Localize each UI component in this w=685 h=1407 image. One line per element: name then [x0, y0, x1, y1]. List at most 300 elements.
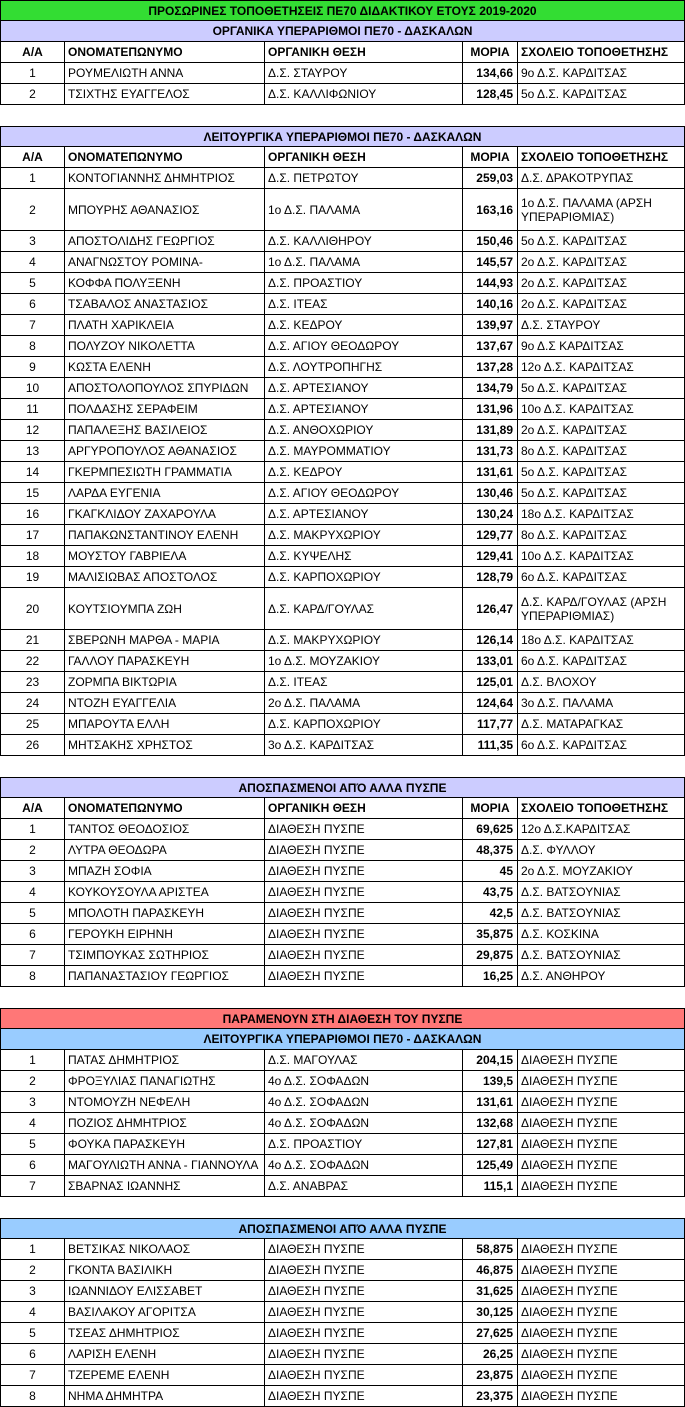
organic-position: ΔΙΑΘΕΣΗ ΠΥΣΠΕ: [265, 1386, 463, 1407]
col-organic-position: ΟΡΓΑΝΙΚΗ ΘΕΣΗ: [265, 42, 463, 63]
points: 204,15: [463, 1050, 518, 1071]
placement-school: ΔΙΑΘΕΣΗ ΠΥΣΠΕ: [518, 1323, 685, 1344]
row-number: 1: [0, 1050, 65, 1071]
organic-position: Δ.Σ. ΚΥΨΕΛΗΣ: [265, 546, 463, 567]
sheet-title: ΠΡΟΣΩΡΙΝΕΣ ΤΟΠΟΘΕΤΗΣΕΙΣ ΠΕ70 ΔΙΔΑΚΤΙΚΟΥ ΕΤΟΥΣ 2019-2020: [0, 0, 685, 21]
row-number: 22: [0, 651, 65, 672]
points: 130,46: [463, 483, 518, 504]
row-number: 5: [0, 273, 65, 294]
placement-school: ΔΙΑΘΕΣΗ ΠΥΣΠΕ: [518, 1113, 685, 1134]
placement-school: 1ο Δ.Σ. ΠΑΛΑΜΑ (ΑΡΣΗ ΥΠΕΡΑΡΙΘΜΙΑΣ): [518, 189, 685, 231]
placement-school: 6ο Δ.Σ. ΚΑΡΔΙΤΣΑΣ: [518, 567, 685, 588]
organic-position: Δ.Σ. ΙΤΕΑΣ: [265, 672, 463, 693]
row-number: 21: [0, 630, 65, 651]
column-header-row: [0, 147, 685, 168]
placement-school: ΔΙΑΘΕΣΗ ΠΥΣΠΕ: [518, 1344, 685, 1365]
points: 126,14: [463, 630, 518, 651]
points: 130,24: [463, 504, 518, 525]
points: 145,57: [463, 252, 518, 273]
row-number: 1: [0, 168, 65, 189]
table-row: [0, 504, 685, 525]
table-row: [0, 1092, 685, 1113]
points: 134,79: [463, 378, 518, 399]
organic-position: ΔΙΑΘΕΣΗ ΠΥΣΠΕ: [265, 1239, 463, 1260]
placement-school: Δ.Σ. ΒΑΤΣΟΥΝΙΑΣ: [518, 882, 685, 903]
teacher-name: ΛΑΡΔΑ ΕΥΓΕΝΙΑ: [65, 483, 265, 504]
spacer-row: [0, 756, 685, 777]
organic-position: ΔΙΑΘΕΣΗ ΠΥΣΠΕ: [265, 861, 463, 882]
placement-school: 10ο Δ.Σ. ΚΑΡΔΙΤΣΑΣ: [518, 399, 685, 420]
points: 129,41: [463, 546, 518, 567]
organic-position: Δ.Σ. ΚΑΡΠΟΧΩΡΙΟΥ: [265, 714, 463, 735]
row-number: 6: [0, 1155, 65, 1176]
organic-position: ΔΙΑΘΕΣΗ ΠΥΣΠΕ: [265, 903, 463, 924]
section-rows: [0, 63, 685, 105]
points: 115,1: [463, 1176, 518, 1197]
organic-position: Δ.Σ. ΚΑΛΛΙΦΩΝΙΟΥ: [265, 84, 463, 105]
points: 125,49: [463, 1155, 518, 1176]
points: 150,46: [463, 231, 518, 252]
teacher-name: ΤΣΕΑΣ ΔΗΜΗΤΡΙΟΣ: [65, 1323, 265, 1344]
organic-position: ΔΙΑΘΕΣΗ ΠΥΣΠΕ: [265, 1323, 463, 1344]
points: 127,81: [463, 1134, 518, 1155]
points: 23,375: [463, 1386, 518, 1407]
organic-position: Δ.Σ. ΚΑΡΔ/ΓΟΥΛΑΣ: [265, 588, 463, 630]
section-rows: [0, 1239, 685, 1407]
points: 128,79: [463, 567, 518, 588]
organic-position: Δ.Σ. ΠΕΤΡΩΤΟΥ: [265, 168, 463, 189]
points: 163,16: [463, 189, 518, 231]
table-row: [0, 882, 685, 903]
remaining-supertitle: ΠΑΡΑΜΕΝΟΥΝ ΣΤΗ ΔΙΑΘΕΣΗ ΤΟΥ ΠΥΣΠΕ: [0, 1008, 685, 1029]
placement-school: 5ο Δ.Σ. ΚΑΡΔΙΤΣΑΣ: [518, 462, 685, 483]
table-row: [0, 273, 685, 294]
table-row: [0, 294, 685, 315]
points: 131,61: [463, 462, 518, 483]
placement-school: ΔΙΑΘΕΣΗ ΠΥΣΠΕ: [518, 1134, 685, 1155]
organic-position: Δ.Σ. ΑΝΘΟΧΩΡΙΟΥ: [265, 420, 463, 441]
col-points: ΜΟΡΙΑ: [463, 42, 518, 63]
placement-school: 2ο Δ.Σ. ΚΑΡΔΙΤΣΑΣ: [518, 273, 685, 294]
column-header-row: [0, 42, 685, 63]
organic-position: 4ο Δ.Σ. ΣΟΦΑΔΩΝ: [265, 1155, 463, 1176]
section-heading: ΟΡΓΑΝΙΚΑ ΥΠΕΡΑΡΙΘΜΟΙ ΠΕ70 - ΔΑΣΚΑΛΩΝ: [0, 21, 685, 42]
col-name: ΟΝΟΜΑΤΕΠΩΝΥΜΟ: [65, 798, 265, 819]
table-row: [0, 1155, 685, 1176]
placement-school: ΔΙΑΘΕΣΗ ΠΥΣΠΕ: [518, 1050, 685, 1071]
teacher-name: ΑΝΑΓΝΩΣΤΟΥ ΡΟΜΙΝΑ-: [65, 252, 265, 273]
teacher-name: ΓΚΟΝΤΑ ΒΑΣΙΛΙΚΗ: [65, 1260, 265, 1281]
col-placement-school: ΣΧΟΛΕΙΟ ΤΟΠΟΘΕΤΗΣΗΣ: [518, 798, 685, 819]
teacher-name: ΚΩΣΤΑ ΕΛΕΝΗ: [65, 357, 265, 378]
placement-school: ΔΙΑΘΕΣΗ ΠΥΣΠΕ: [518, 1176, 685, 1197]
row-number: 2: [0, 1071, 65, 1092]
teacher-name: ΜΟΥΣΤΟΥ ΓΑΒΡΙΕΛΑ: [65, 546, 265, 567]
organic-position: Δ.Σ. ΚΕΔΡΟΥ: [265, 462, 463, 483]
placement-school: 18ο Δ.Σ. ΚΑΡΔΙΤΣΑΣ: [518, 504, 685, 525]
organic-position: Δ.Σ. ΑΡΤΕΣΙΑΝΟΥ: [265, 504, 463, 525]
placement-school: ΔΙΑΘΕΣΗ ΠΥΣΠΕ: [518, 1155, 685, 1176]
table-row: [0, 63, 685, 84]
teacher-name: ΠΟΛΥΖΟΥ ΝΙΚΟΛΕΤΤΑ: [65, 336, 265, 357]
row-number: 6: [0, 1344, 65, 1365]
placement-school: Δ.Σ. ΒΑΤΣΟΥΝΙΑΣ: [518, 903, 685, 924]
table-row: [0, 819, 685, 840]
placement-school: Δ.Σ. ΑΝΘΗΡΟΥ: [518, 966, 685, 987]
teacher-name: ΜΠΟΥΡΗΣ ΑΘΑΝΑΣΙΟΣ: [65, 189, 265, 231]
organic-position: Δ.Σ. ΑΡΤΕΣΙΑΝΟΥ: [265, 378, 463, 399]
placement-school: 5ο Δ.Σ. ΚΑΡΔΙΤΣΑΣ: [518, 483, 685, 504]
teacher-name: ΤΣΑΒΑΛΟΣ ΑΝΑΣΤΑΣΙΟΣ: [65, 294, 265, 315]
teacher-name: ΚΟΥΚΟΥΣΟΥΛΑ ΑΡΙΣΤΕΑ: [65, 882, 265, 903]
placement-school: Δ.Σ. ΣΤΑΥΡΟΥ: [518, 315, 685, 336]
row-number: 10: [0, 378, 65, 399]
placement-school: ΔΙΑΘΕΣΗ ΠΥΣΠΕ: [518, 1281, 685, 1302]
spacer-row: [0, 987, 685, 1008]
teacher-name: ΠΑΠΑΝΑΣΤΑΣΙΟΥ ΓΕΩΡΓΙΟΣ: [65, 966, 265, 987]
table-row: [0, 903, 685, 924]
row-number: 24: [0, 693, 65, 714]
col-aa: Α/Α: [0, 147, 65, 168]
col-placement-school: ΣΧΟΛΕΙΟ ΤΟΠΟΘΕΤΗΣΗΣ: [518, 147, 685, 168]
points: 16,25: [463, 966, 518, 987]
row-number: 3: [0, 1092, 65, 1113]
row-number: 13: [0, 441, 65, 462]
points: 111,35: [463, 735, 518, 756]
placement-school: ΔΙΑΘΕΣΗ ΠΥΣΠΕ: [518, 1260, 685, 1281]
placement-school: Δ.Σ. ΔΡΑΚΟΤΡΥΠΑΣ: [518, 168, 685, 189]
row-number: 4: [0, 1113, 65, 1134]
row-number: 17: [0, 525, 65, 546]
organic-position: Δ.Σ. ΣΤΑΥΡΟΥ: [265, 63, 463, 84]
placement-school: ΔΙΑΘΕΣΗ ΠΥΣΠΕ: [518, 1071, 685, 1092]
teacher-name: ΚΟΝΤΟΓΙΑΝΝΗΣ ΔΗΜΗΤΡΙΟΣ: [65, 168, 265, 189]
table-row: [0, 1071, 685, 1092]
teacher-name: ΑΡΓΥΡΟΠΟΥΛΟΣ ΑΘΑΝΑΣΙΟΣ: [65, 441, 265, 462]
points: 133,01: [463, 651, 518, 672]
row-number: 6: [0, 294, 65, 315]
table-row: [0, 714, 685, 735]
row-number: 1: [0, 63, 65, 84]
teacher-name: ΦΡΟΞΥΛΙΑΣ ΠΑΝΑΓΙΩΤΗΣ: [65, 1071, 265, 1092]
organic-position: 1ο Δ.Σ. ΠΑΛΑΜΑ: [265, 252, 463, 273]
table-row: [0, 336, 685, 357]
placement-school: 5ο Δ.Σ. ΚΑΡΔΙΤΣΑΣ: [518, 84, 685, 105]
teacher-name: ΚΟΥΤΣΙΟΥΜΠΑ ΖΩΗ: [65, 588, 265, 630]
row-number: 6: [0, 924, 65, 945]
row-number: 19: [0, 567, 65, 588]
row-number: 8: [0, 966, 65, 987]
row-number: 4: [0, 1302, 65, 1323]
organic-position: Δ.Σ. ΠΡΟΑΣΤΙΟΥ: [265, 1134, 463, 1155]
placement-school: 6ο Δ.Σ. ΚΑΡΔΙΤΣΑΣ: [518, 651, 685, 672]
col-aa: Α/Α: [0, 798, 65, 819]
table-row: [0, 1365, 685, 1386]
placement-school: Δ.Σ. ΦΥΛΛΟΥ: [518, 840, 685, 861]
table-row: [0, 588, 685, 630]
teacher-name: ΜΠΑΡΟΥΤΑ ΕΛΛΗ: [65, 714, 265, 735]
points: 132,68: [463, 1113, 518, 1134]
row-number: 16: [0, 504, 65, 525]
table-row: [0, 1260, 685, 1281]
table-row: [0, 168, 685, 189]
table-row: [0, 840, 685, 861]
teacher-name: ΠΟΛΔΑΣΗΣ ΣΕΡΑΦΕΙΜ: [65, 399, 265, 420]
points: 126,47: [463, 588, 518, 630]
table-row: [0, 399, 685, 420]
row-number: 3: [0, 231, 65, 252]
row-number: 18: [0, 546, 65, 567]
placement-school: ΔΙΑΘΕΣΗ ΠΥΣΠΕ: [518, 1239, 685, 1260]
row-number: 23: [0, 672, 65, 693]
organic-position: ΔΙΑΘΕΣΗ ΠΥΣΠΕ: [265, 1302, 463, 1323]
teacher-name: ΝΤΟΜΟΥΖΗ ΝΕΦΕΛΗ: [65, 1092, 265, 1113]
section-heading: ΛΕΙΤΟΥΡΓΙΚΑ ΥΠΕΡΑΡΙΘΜΟΙ ΠΕ70 - ΔΑΣΚΑΛΩΝ: [0, 1029, 685, 1050]
placement-school: 9ο Δ.Σ ΚΑΡΔΙΤΣΑΣ: [518, 336, 685, 357]
table-row: [0, 567, 685, 588]
placement-school: 2ο Δ.Σ. ΚΑΡΔΙΤΣΑΣ: [518, 252, 685, 273]
teacher-name: ΙΩΑΝΝΙΔΟΥ ΕΛΙΣΣΑΒΕΤ: [65, 1281, 265, 1302]
table-row: [0, 252, 685, 273]
table-row: [0, 546, 685, 567]
points: 131,96: [463, 399, 518, 420]
teacher-name: ΣΒΑΡΝΑΣ ΙΩΑΝΝΗΣ: [65, 1176, 265, 1197]
table-row: [0, 1113, 685, 1134]
section-rows: [0, 168, 685, 756]
table-row: [0, 1302, 685, 1323]
teacher-name: ΤΑΝΤΟΣ ΘΕΟΔΟΣΙΟΣ: [65, 819, 265, 840]
table-row: [0, 84, 685, 105]
organic-position: 2ο Δ.Σ. ΠΑΛΑΜΑ: [265, 693, 463, 714]
points: 43,75: [463, 882, 518, 903]
organic-position: ΔΙΑΘΕΣΗ ΠΥΣΠΕ: [265, 966, 463, 987]
teacher-name: ΠΟΖΙΟΣ ΔΗΜΗΤΡΙΟΣ: [65, 1113, 265, 1134]
placement-school: 10ο Δ.Σ. ΚΑΡΔΙΤΣΑΣ: [518, 546, 685, 567]
organic-position: Δ.Σ. ΚΑΛΛΙΘΗΡΟΥ: [265, 231, 463, 252]
organic-position: Δ.Σ. ΜΑΓΟΥΛΑΣ: [265, 1050, 463, 1071]
placement-school: ΔΙΑΘΕΣΗ ΠΥΣΠΕ: [518, 1302, 685, 1323]
row-number: 5: [0, 1134, 65, 1155]
organic-position: 4ο Δ.Σ. ΣΟΦΑΔΩΝ: [265, 1092, 463, 1113]
table-row: [0, 945, 685, 966]
placement-school: Δ.Σ. ΒΛΟΧΟΥ: [518, 672, 685, 693]
organic-position: 1ο Δ.Σ. ΜΟΥΖΑΚΙΟΥ: [265, 651, 463, 672]
organic-position: 4ο Δ.Σ. ΣΟΦΑΔΩΝ: [265, 1071, 463, 1092]
points: 23,875: [463, 1365, 518, 1386]
points: 45: [463, 861, 518, 882]
teacher-name: ΜΗΤΣΑΚΗΣ ΧΡΗΣΤΟΣ: [65, 735, 265, 756]
organic-position: Δ.Σ. ΚΕΔΡΟΥ: [265, 315, 463, 336]
row-number: 8: [0, 1386, 65, 1407]
placement-school: 12ο Δ.Σ. ΚΑΡΔΙΤΣΑΣ: [518, 357, 685, 378]
points: 117,77: [463, 714, 518, 735]
row-number: 2: [0, 840, 65, 861]
placement-school: 9ο Δ.Σ. ΚΑΡΔΙΤΣΑΣ: [518, 63, 685, 84]
table-row: [0, 441, 685, 462]
placement-school: Δ.Σ. ΚΟΣΚΙΝΑ: [518, 924, 685, 945]
table-row: [0, 1281, 685, 1302]
organic-position: ΔΙΑΘΕΣΗ ΠΥΣΠΕ: [265, 1281, 463, 1302]
teacher-name: ΤΖΕΡΕΜΕ ΕΛΕΝΗ: [65, 1365, 265, 1386]
organic-position: Δ.Σ. ΑΓΙΟΥ ΘΕΟΔΩΡΟΥ: [265, 483, 463, 504]
points: 26,25: [463, 1344, 518, 1365]
organic-position: ΔΙΑΘΕΣΗ ΠΥΣΠΕ: [265, 924, 463, 945]
teacher-name: ΜΠΟΛΟΤΗ ΠΑΡΑΣΚΕΥΗ: [65, 903, 265, 924]
table-row: [0, 231, 685, 252]
teacher-name: ΛΑΡΙΣΗ ΕΛΕΝΗ: [65, 1344, 265, 1365]
table-row: [0, 1344, 685, 1365]
spacer-row: [0, 1197, 685, 1218]
section-heading: ΑΠΟΣΠΑΣΜΕΝΟΙ ΑΠΌ ΑΛΛΑ ΠΥΣΠΕ: [0, 777, 685, 798]
row-number: 14: [0, 462, 65, 483]
row-number: 7: [0, 1365, 65, 1386]
row-number: 1: [0, 819, 65, 840]
placement-school: 2ο Δ.Σ. ΚΑΡΔΙΤΣΑΣ: [518, 420, 685, 441]
points: 131,61: [463, 1092, 518, 1113]
points: 137,67: [463, 336, 518, 357]
table-row: [0, 420, 685, 441]
teacher-name: ΤΣΙΧΤΗΣ ΕΥΑΓΓΕΛΟΣ: [65, 84, 265, 105]
points: 131,89: [463, 420, 518, 441]
teacher-name: ΦΟΥΚΑ ΠΑΡΑΣΚΕΥΗ: [65, 1134, 265, 1155]
organic-position: ΔΙΑΘΕΣΗ ΠΥΣΠΕ: [265, 819, 463, 840]
row-number: 20: [0, 588, 65, 630]
points: 42,5: [463, 903, 518, 924]
teacher-name: ΝΗΜΑ ΔΗΜΗΤΡΑ: [65, 1386, 265, 1407]
row-number: 3: [0, 1281, 65, 1302]
points: 128,45: [463, 84, 518, 105]
column-header-row: [0, 798, 685, 819]
teacher-name: ΒΑΣΙΛΑΚΟΥ ΑΓΟΡΙΤΣΑ: [65, 1302, 265, 1323]
organic-position: Δ.Σ. ΚΑΡΠΟΧΩΡΙΟΥ: [265, 567, 463, 588]
points: 27,625: [463, 1323, 518, 1344]
placement-school: 3ο Δ.Σ. ΠΑΛΑΜΑ: [518, 693, 685, 714]
organic-position: Δ.Σ. ΑΡΤΕΣΙΑΝΟΥ: [265, 399, 463, 420]
table-row: [0, 693, 685, 714]
organic-position: Δ.Σ. ΜΑΥΡΟΜΜΑΤΙΟΥ: [265, 441, 463, 462]
organic-position: Δ.Σ. ΑΝΑΒΡΑΣ: [265, 1176, 463, 1197]
table-row: [0, 525, 685, 546]
teacher-name: ΠΛΑΤΗ ΧΑΡΙΚΛΕΙΑ: [65, 315, 265, 336]
table-row: [0, 651, 685, 672]
placement-school: 12ο Δ.Σ.ΚΑΡΔΙΤΣΑΣ: [518, 819, 685, 840]
spacer-row: [0, 105, 685, 126]
points: 259,03: [463, 168, 518, 189]
teacher-name: ΤΣΙΜΠΟΥΚΑΣ ΣΩΤΗΡΙΟΣ: [65, 945, 265, 966]
section-heading: ΛΕΙΤΟΥΡΓΙΚΑ ΥΠΕΡΑΡΙΘΜΟΙ ΠΕ70 - ΔΑΣΚΑΛΩΝ: [0, 126, 685, 147]
teacher-name: ΠΑΤΑΣ ΔΗΜΗΤΡΙΟΣ: [65, 1050, 265, 1071]
teacher-name: ΑΠΟΣΤΟΛΟΠΟΥΛΟΣ ΣΠΥΡΙΔΩΝ: [65, 378, 265, 399]
table-row: [0, 735, 685, 756]
placement-school: 8ο Δ.Σ. ΚΑΡΔΙΤΣΑΣ: [518, 441, 685, 462]
section-rows: [0, 819, 685, 987]
points: 30,125: [463, 1302, 518, 1323]
organic-position: Δ.Σ. ΜΑΚΡΥΧΩΡΙΟΥ: [265, 630, 463, 651]
table-row: [0, 1323, 685, 1344]
row-number: 1: [0, 1239, 65, 1260]
row-number: 8: [0, 336, 65, 357]
teacher-name: ΖΟΡΜΠΑ ΒΙΚΤΩΡΙΑ: [65, 672, 265, 693]
row-number: 4: [0, 882, 65, 903]
row-number: 2: [0, 1260, 65, 1281]
table-row: [0, 1134, 685, 1155]
row-number: 5: [0, 1323, 65, 1344]
organic-position: Δ.Σ. ΛΟΥΤΡΟΠΗΓΗΣ: [265, 357, 463, 378]
placement-school: 2ο Δ.Σ. ΚΑΡΔΙΤΣΑΣ: [518, 294, 685, 315]
points: 139,97: [463, 315, 518, 336]
row-number: 26: [0, 735, 65, 756]
organic-position: Δ.Σ. ΑΓΙΟΥ ΘΕΟΔΩΡΟΥ: [265, 336, 463, 357]
organic-position: ΔΙΑΘΕΣΗ ΠΥΣΠΕ: [265, 1260, 463, 1281]
row-number: 3: [0, 861, 65, 882]
teacher-name: ΜΠΑΖΗ ΣΟΦΙΑ: [65, 861, 265, 882]
table-row: [0, 315, 685, 336]
section-heading: ΑΠΟΣΠΑΣΜΕΝΟΙ ΑΠΌ ΑΛΛΑ ΠΥΣΠΕ: [0, 1218, 685, 1239]
row-number: 12: [0, 420, 65, 441]
organic-position: Δ.Σ. ΜΑΚΡΥΧΩΡΙΟΥ: [265, 525, 463, 546]
organic-position: ΔΙΑΘΕΣΗ ΠΥΣΠΕ: [265, 945, 463, 966]
row-number: 11: [0, 399, 65, 420]
placement-school: 18ο Δ.Σ. ΚΑΡΔΙΤΣΑΣ: [518, 630, 685, 651]
table-row: [0, 378, 685, 399]
col-name: ΟΝΟΜΑΤΕΠΩΝΥΜΟ: [65, 42, 265, 63]
organic-position: ΔΙΑΘΕΣΗ ΠΥΣΠΕ: [265, 1365, 463, 1386]
teacher-name: ΓΕΡΟΥΚΗ ΕΙΡΗΝΗ: [65, 924, 265, 945]
teacher-name: ΜΑΓΟΥΛΙΩΤΗ ΑΝΝΑ - ΓΙΑΝΝΟΥΛΑ: [65, 1155, 265, 1176]
row-number: 7: [0, 315, 65, 336]
organic-position: 3ο Δ.Σ. ΚΑΡΔΙΤΣΑΣ: [265, 735, 463, 756]
table-row: [0, 966, 685, 987]
row-number: 7: [0, 1176, 65, 1197]
teacher-name: ΡΟΥΜΕΛΙΩΤΗ ΑΝΝΑ: [65, 63, 265, 84]
placement-school: Δ.Σ. ΚΑΡΔ/ΓΟΥΛΑΣ (ΑΡΣΗ ΥΠΕΡΑΡΙΘΜΙΑΣ): [518, 588, 685, 630]
organic-position: ΔΙΑΘΕΣΗ ΠΥΣΠΕ: [265, 840, 463, 861]
points: 137,28: [463, 357, 518, 378]
row-number: 7: [0, 945, 65, 966]
points: 35,875: [463, 924, 518, 945]
points: 144,93: [463, 273, 518, 294]
col-organic-position: ΟΡΓΑΝΙΚΗ ΘΕΣΗ: [265, 147, 463, 168]
points: 31,625: [463, 1281, 518, 1302]
col-organic-position: ΟΡΓΑΝΙΚΗ ΘΕΣΗ: [265, 798, 463, 819]
table-row: [0, 630, 685, 651]
table-row: [0, 861, 685, 882]
table-row: [0, 924, 685, 945]
teacher-name: ΓΚΑΓΚΛΙΔΟΥ ΖΑΧΑΡΟΥΛΑ: [65, 504, 265, 525]
teacher-name: ΚΟΦΦΑ ΠΟΛΥΞΕΝΗ: [65, 273, 265, 294]
teacher-name: ΛΥΤΡΑ ΘΕΟΔΩΡΑ: [65, 840, 265, 861]
teacher-name: ΠΑΠΑΛΕΞΗΣ ΒΑΣΙΛΕΙΟΣ: [65, 420, 265, 441]
row-number: 15: [0, 483, 65, 504]
table-row: [0, 1386, 685, 1407]
teacher-name: ΒΕΤΣΙΚΑΣ ΝΙΚΟΛΑΟΣ: [65, 1239, 265, 1260]
placement-school: 6ο Δ.Σ. ΚΑΡΔΙΤΣΑΣ: [518, 735, 685, 756]
points: 125,01: [463, 672, 518, 693]
section-rows: [0, 1050, 685, 1197]
teacher-name: ΠΑΠΑΚΩΝΣΤΑΝΤΙΝΟΥ ΕΛΕΝΗ: [65, 525, 265, 546]
row-number: 25: [0, 714, 65, 735]
row-number: 2: [0, 84, 65, 105]
placement-school: 5ο Δ.Σ. ΚΑΡΔΙΤΣΑΣ: [518, 231, 685, 252]
points: 140,16: [463, 294, 518, 315]
placement-school: 5ο Δ.Σ. ΚΑΡΔΙΤΣΑΣ: [518, 378, 685, 399]
points: 29,875: [463, 945, 518, 966]
row-number: 2: [0, 189, 65, 231]
table-row: [0, 1239, 685, 1260]
organic-position: Δ.Σ. ΙΤΕΑΣ: [265, 294, 463, 315]
placement-school: 2ο Δ.Σ. ΜΟΥΖΑΚΙΟΥ: [518, 861, 685, 882]
table-row: [0, 1050, 685, 1071]
